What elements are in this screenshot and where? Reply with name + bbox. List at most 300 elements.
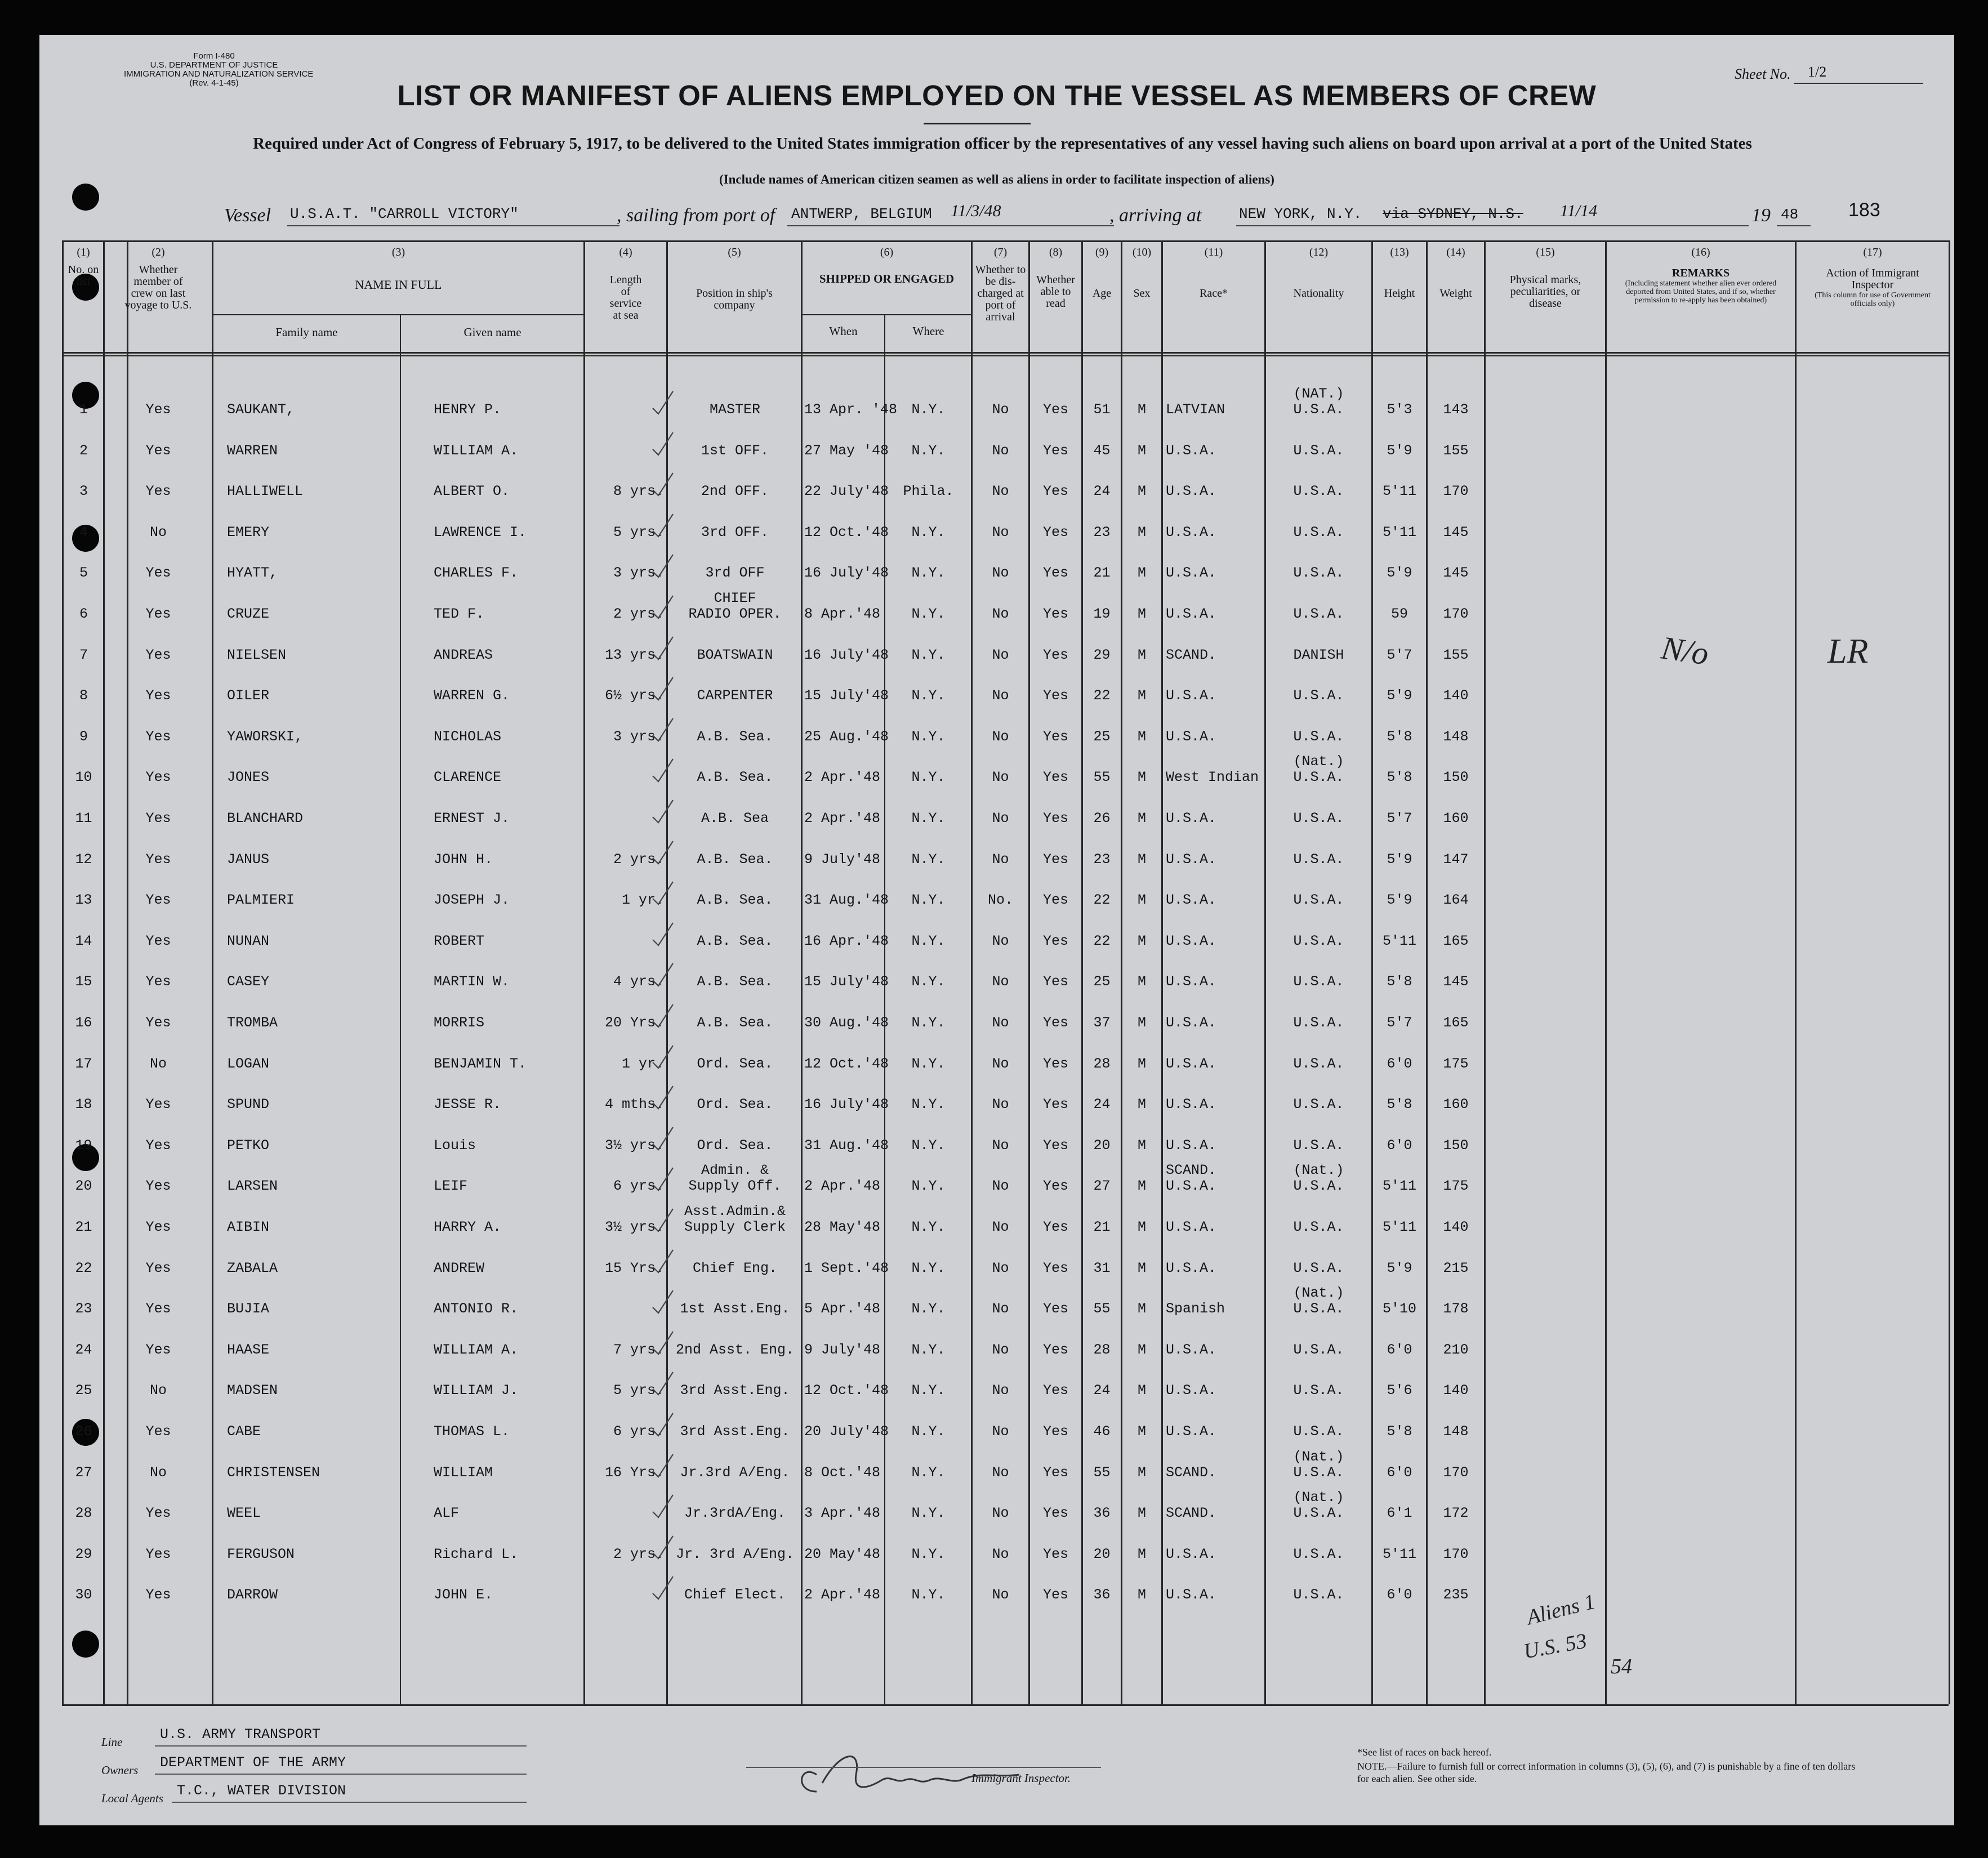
cell-position: A.B. Sea. (697, 769, 773, 785)
cell-sex: M (1137, 1260, 1146, 1276)
table-bottom-border (62, 1704, 1949, 1706)
cell-engaged-where: N.Y. (911, 524, 946, 541)
cell-family-name: FERGUSON (227, 1546, 295, 1562)
col3-num: (3) (391, 246, 405, 258)
col17-header (1797, 247, 1949, 308)
check-mark-icon (650, 1370, 675, 1398)
cell-height: 5'8 (1387, 769, 1412, 785)
cell-family-name: HALLIWELL (227, 483, 304, 499)
check-mark-icon (650, 1411, 675, 1439)
cell-position: MASTER (709, 401, 760, 418)
cell-engaged-when: 2 Apr.'48 (804, 1178, 881, 1194)
cell-family-name: PALMIERI (227, 892, 295, 908)
cell-prior-voyage: No (149, 1056, 167, 1072)
cell-discharged: No (992, 687, 1009, 704)
manifest-sheet (39, 35, 1954, 1825)
cell-sex: M (1137, 1096, 1146, 1113)
cell-engaged-where: N.Y. (911, 769, 946, 785)
cell-row-number: 30 (75, 1587, 92, 1603)
cell-height: 5'11 (1382, 1219, 1416, 1235)
cell-sex: M (1137, 851, 1146, 868)
cell-able-to-read: Yes (1042, 1301, 1068, 1317)
cell-height: 5'10 (1382, 1301, 1416, 1317)
cell-height: 5'9 (1387, 892, 1412, 908)
cell-service-length: 20 Yrs. (604, 1015, 664, 1031)
cell-discharged: No (992, 973, 1009, 990)
cell-sex: M (1137, 892, 1146, 908)
cell-position: Chief Elect. (684, 1587, 786, 1603)
cell-sex: M (1137, 443, 1146, 459)
cell-given-name: CHARLES F. (434, 565, 519, 581)
cell-discharged: No (992, 401, 1009, 418)
col4-num: (4) (619, 246, 632, 258)
cell-engaged-when: 20 July'48 (804, 1423, 889, 1440)
cell-discharged: No (992, 933, 1009, 949)
cell-able-to-read: Yes (1042, 687, 1068, 704)
cell-row-number: 27 (75, 1464, 92, 1481)
cell-weight: 178 (1443, 1301, 1469, 1317)
cell-nationality: U.S.A. (1293, 1464, 1344, 1481)
cell-prior-voyage: Yes (145, 401, 171, 418)
cell-race: U.S.A. (1166, 851, 1217, 868)
check-mark-icon (650, 675, 675, 703)
cell-position: Ord. Sea. (697, 1056, 773, 1072)
cell-row-number: 11 (75, 810, 92, 827)
cell-engaged-where: N.Y. (911, 1178, 946, 1194)
cell-row-number: 17 (75, 1056, 92, 1072)
cell-family-name: PETKO (227, 1137, 270, 1154)
cell-engaged-where: N.Y. (911, 443, 946, 459)
cell-family-name: WEEL (227, 1505, 261, 1521)
cell-row-number: 10 (75, 769, 92, 785)
cell-able-to-read: Yes (1042, 892, 1068, 908)
cell-discharged: No (992, 1587, 1009, 1603)
col-rule (1371, 240, 1373, 1704)
check-mark-icon (650, 757, 675, 785)
cell-height: 5'11 (1382, 933, 1416, 949)
cell-discharged: No (992, 1382, 1009, 1399)
revision: (Rev. 4-1-45) (189, 78, 239, 88)
cell-engaged-when: 22 July'48 (804, 483, 889, 499)
cell-nationality: U.S.A. (1293, 892, 1344, 908)
table-header-bottom (62, 352, 1949, 354)
cell-race: SCAND. (1166, 1505, 1217, 1521)
cell-engaged-where: N.Y. (911, 810, 946, 827)
cell-nationality: U.S.A. (1293, 973, 1344, 990)
col3-given-header: Given name (463, 325, 521, 339)
cell-family-name: CHRISTENSEN (227, 1464, 320, 1481)
check-mark-icon (650, 1043, 675, 1071)
cell-position: Supply Clerk (684, 1219, 786, 1235)
cell-race: U.S.A. (1166, 1423, 1217, 1440)
col-rule (1264, 240, 1266, 1704)
cell-row-number: 22 (75, 1260, 92, 1276)
col14-label: Weight (1439, 287, 1472, 300)
cell-given-name: ROBERT (434, 933, 485, 949)
cell-prior-voyage: Yes (145, 892, 171, 908)
cell-weight: 145 (1443, 565, 1469, 581)
cell-row-number: 19 (75, 1137, 92, 1154)
cell-discharged: No (992, 1423, 1009, 1440)
col-rule (1081, 240, 1083, 1704)
cell-position: 2nd OFF. (701, 483, 769, 499)
col-rule (583, 240, 585, 1704)
cell-family-name: NIELSEN (227, 647, 287, 663)
cell-discharged: No (992, 524, 1009, 541)
arriving-port: NEW YORK, N.Y. (1239, 206, 1362, 222)
cell-engaged-where: N.Y. (911, 647, 946, 663)
col6-header (803, 247, 971, 285)
cell-engaged-where: N.Y. (911, 729, 946, 745)
cell-family-name: JONES (227, 769, 270, 785)
cell-service-length: 5 yrs. (613, 1382, 664, 1399)
cell-position: A.B. Sea. (697, 973, 773, 990)
cell-sex: M (1137, 524, 1146, 541)
cell-age: 22 (1093, 687, 1111, 704)
check-mark-icon (650, 1452, 675, 1480)
line-underline (155, 1745, 527, 1747)
owners-value: DEPARTMENT OF THE ARMY (160, 1754, 346, 1771)
cell-family-name: CASEY (227, 973, 270, 990)
cell-sex: M (1137, 647, 1146, 663)
cell-given-name: NICHOLAS (434, 729, 502, 745)
check-mark-icon (650, 1125, 675, 1153)
check-mark-icon (650, 1329, 675, 1357)
cell-row-number: 13 (75, 892, 92, 908)
subtitle: Required under Act of Congress of February 5, 1917, to be delivered to the United States immigration officer by the representatives of any vessel having such aliens on board upon arrival at a port of the United States (253, 135, 1752, 153)
cell-height: 6'0 (1387, 1342, 1412, 1358)
cell-age: 22 (1093, 892, 1111, 908)
col-rule (1161, 240, 1163, 1704)
cell-engaged-when: 16 Apr.'48 (804, 933, 889, 949)
cell-position: 2nd Asst. Eng. (675, 1342, 795, 1358)
cell-prior-voyage: Yes (145, 1137, 171, 1154)
cell-nationality: U.S.A. (1293, 769, 1344, 785)
cell-family-name: DARROW (227, 1587, 278, 1603)
cell-sex: M (1137, 973, 1146, 990)
cell-weight: 145 (1443, 524, 1469, 541)
count-note-a: U.S. 53 (1522, 1629, 1589, 1664)
cell-engaged-where: N.Y. (911, 687, 946, 704)
col5-header (668, 247, 801, 311)
cell-weight: 155 (1443, 647, 1469, 663)
cell-sex: M (1137, 769, 1146, 785)
cell-engaged-when: 12 Oct.'48 (804, 1382, 889, 1399)
cell-weight: 170 (1443, 1546, 1469, 1562)
table-header-bottom2 (62, 355, 1949, 356)
cell-naturalized-note: (Nat.) (1293, 1489, 1344, 1506)
col17-label: Action of Immigrant Inspector (1826, 267, 1919, 291)
cell-nationality: U.S.A. (1293, 1382, 1344, 1399)
cell-able-to-read: Yes (1042, 769, 1068, 785)
cell-able-to-read: Yes (1042, 524, 1068, 541)
cell-prior-voyage: Yes (145, 443, 171, 459)
cell-given-name: WILLIAM (434, 1464, 493, 1481)
cell-weight: 160 (1443, 1096, 1469, 1113)
cell-given-name: JESSE R. (434, 1096, 502, 1113)
cell-engaged-where: N.Y. (911, 606, 946, 622)
col9-num: (9) (1095, 246, 1109, 258)
cell-race: SCAND. (1166, 647, 1217, 663)
col3-label: NAME IN FULL (355, 278, 442, 292)
cell-weight: 172 (1443, 1505, 1469, 1521)
cell-given-name: LEIF (434, 1178, 468, 1194)
cell-discharged: No (992, 483, 1009, 499)
col16-num: (16) (1691, 246, 1710, 258)
cell-height: 5'9 (1387, 687, 1412, 704)
cell-able-to-read: Yes (1042, 851, 1068, 868)
punch-hole (72, 1631, 99, 1658)
cell-row-number: 3 (79, 483, 88, 499)
cell-family-name: AIBIN (227, 1219, 270, 1235)
cell-race: U.S.A. (1166, 1015, 1217, 1031)
cell-discharged: No (992, 1056, 1009, 1072)
cell-weight: 175 (1443, 1056, 1469, 1072)
arriving-underline (1236, 225, 1749, 226)
cell-prior-voyage: Yes (145, 1219, 171, 1235)
col15-label: Physical marks, peculiarities, or disease (1509, 274, 1581, 310)
check-mark-icon (650, 1288, 675, 1316)
cell-able-to-read: Yes (1042, 647, 1068, 663)
cell-given-name: CLARENCE (434, 769, 502, 785)
cell-family-name: BLANCHARD (227, 810, 304, 827)
cell-engaged-where: N.Y. (911, 1056, 946, 1072)
cell-nationality: U.S.A. (1293, 1137, 1344, 1154)
cell-row-number: 1 (79, 401, 88, 418)
cell-height: 5'11 (1382, 524, 1416, 541)
col8-num: (8) (1049, 246, 1063, 258)
cell-age: 25 (1093, 973, 1111, 990)
cell-engaged-where: N.Y. (911, 973, 946, 990)
cell-age: 20 (1093, 1137, 1111, 1154)
cell-discharged: No (992, 1178, 1009, 1194)
cell-engaged-where: N.Y. (911, 1260, 946, 1276)
cell-race: U.S.A. (1166, 524, 1217, 541)
cell-race-alt: SCAND. (1166, 1162, 1217, 1178)
col7-num: (7) (993, 246, 1008, 258)
check-mark-icon (650, 1574, 675, 1602)
cell-prior-voyage: Yes (145, 565, 171, 581)
check-mark-icon (650, 1084, 675, 1112)
cell-height: 59 (1390, 606, 1408, 622)
cell-sex: M (1137, 565, 1146, 581)
cell-prior-voyage: Yes (145, 483, 171, 499)
cell-engaged-where: N.Y. (911, 1382, 946, 1399)
col6-when-header: When (829, 324, 858, 338)
sailing-date: 11/3/48 (951, 202, 1001, 220)
check-mark-icon (650, 430, 675, 458)
cell-height: 6'1 (1387, 1505, 1412, 1521)
cell-prior-voyage: Yes (145, 1587, 171, 1603)
cell-given-name: WILLIAM A. (434, 443, 519, 459)
col-rule (212, 240, 213, 1704)
cell-discharged: No (992, 1219, 1009, 1235)
cell-height: 5'8 (1387, 973, 1412, 990)
cell-engaged-when: 12 Oct.'48 (804, 1056, 889, 1072)
cell-family-name: YAWORSKI, (227, 729, 304, 745)
cell-position: RADIO OPER. (688, 606, 782, 622)
subtitle-note: (Include names of American citizen seamen as well as aliens in order to facilitate inspection of aliens) (719, 172, 1274, 186)
cell-position: Chief Eng. (692, 1260, 778, 1276)
cell-height: 5'8 (1387, 1423, 1412, 1440)
cell-race: Spanish (1166, 1301, 1225, 1317)
form-number: Form I-480 (193, 51, 235, 61)
cell-position: A.B. Sea. (697, 892, 773, 908)
cell-nationality: U.S.A. (1293, 810, 1344, 827)
cell-age: 28 (1093, 1342, 1111, 1358)
col1-label: No. on list (68, 263, 99, 288)
cell-nationality: U.S.A. (1293, 1219, 1344, 1235)
cell-nationality: U.S.A. (1293, 933, 1344, 949)
vessel-label: Vessel (224, 205, 271, 226)
cell-discharged: No (992, 1342, 1009, 1358)
cell-prior-voyage: Yes (145, 1301, 171, 1317)
cell-race: U.S.A. (1166, 729, 1217, 745)
cell-service-length: 13 yrs. (604, 647, 664, 663)
sub-rule-name (212, 314, 583, 315)
cell-height: 5'3 (1387, 401, 1412, 418)
cell-able-to-read: Yes (1042, 1464, 1068, 1481)
cell-weight: 235 (1443, 1587, 1469, 1603)
col-rule (1949, 240, 1950, 1704)
cell-able-to-read: Yes (1042, 810, 1068, 827)
cell-position: 3rd Asst.Eng. (680, 1423, 790, 1440)
cell-weight: 147 (1443, 851, 1469, 868)
cell-discharged: No (992, 810, 1009, 827)
cell-engaged-when: 15 July'48 (804, 973, 889, 990)
cell-engaged-when: 9 July'48 (804, 851, 881, 868)
cell-given-name: ERNEST J. (434, 810, 510, 827)
cell-sex: M (1137, 1342, 1146, 1358)
inspector-handwritten-mark: LR (1827, 632, 1869, 671)
cell-age: 21 (1093, 565, 1111, 581)
cell-discharged: No (992, 1096, 1009, 1113)
col3-header (213, 247, 583, 291)
cell-row-number: 29 (75, 1546, 92, 1562)
cell-able-to-read: Yes (1042, 1219, 1068, 1235)
cell-nationality: U.S.A. (1293, 1056, 1344, 1072)
col11-num: (11) (1204, 246, 1223, 258)
cell-race: U.S.A. (1166, 1382, 1217, 1399)
cell-height: 5'9 (1387, 851, 1412, 868)
cell-age: 55 (1093, 1301, 1111, 1317)
inspector-caption: Immigrant Inspector. (971, 1771, 1071, 1785)
cell-able-to-read: Yes (1042, 443, 1068, 459)
cell-position: A.B. Sea. (697, 851, 773, 868)
cell-given-name: HENRY P. (434, 401, 502, 418)
cell-family-name: NUNAN (227, 933, 270, 949)
cell-naturalized-note: (Nat.) (1293, 753, 1344, 770)
cell-weight: 164 (1443, 892, 1469, 908)
cell-able-to-read: Yes (1042, 973, 1068, 990)
col13-num: (13) (1390, 246, 1409, 258)
cell-able-to-read: Yes (1042, 1137, 1068, 1154)
cell-row-number: 20 (75, 1178, 92, 1194)
cell-age: 36 (1093, 1587, 1111, 1603)
cell-nationality: U.S.A. (1293, 1096, 1344, 1113)
cell-discharged: No (992, 1260, 1009, 1276)
aliens-count-note: Aliens 1 (1524, 1589, 1598, 1630)
cell-engaged-when: 20 May'48 (804, 1546, 881, 1562)
cell-able-to-read: Yes (1042, 401, 1068, 418)
line-value: U.S. ARMY TRANSPORT (160, 1726, 321, 1743)
col16-header (1607, 247, 1795, 305)
cell-race: U.S.A. (1166, 892, 1217, 908)
cell-position: A.B. Sea. (697, 933, 773, 949)
cell-nationality: U.S.A. (1293, 565, 1344, 581)
cell-given-name: JOSEPH J. (434, 892, 510, 908)
cell-race: U.S.A. (1166, 687, 1217, 704)
cell-row-number: 14 (75, 933, 92, 949)
cell-row-number: 9 (79, 729, 88, 745)
cell-sex: M (1137, 810, 1146, 827)
cell-service-length: 3 yrs. (613, 729, 664, 745)
check-mark-icon (650, 879, 675, 908)
check-mark-icon (650, 1248, 675, 1276)
col8-header (1030, 247, 1081, 310)
cell-engaged-when: 13 Apr. '48 (804, 401, 898, 418)
col1-num: (1) (77, 246, 90, 258)
cell-given-name: ANDREAS (434, 647, 493, 663)
sheet-label: Sheet No. (1735, 66, 1791, 82)
cell-sex: M (1137, 729, 1146, 745)
cell-weight: 148 (1443, 729, 1469, 745)
cell-service-length: 3½ yrs. (604, 1137, 664, 1154)
cell-prior-voyage: Yes (145, 729, 171, 745)
cell-prior-voyage: Yes (145, 1015, 171, 1031)
cell-row-number: 28 (75, 1505, 92, 1521)
col-rule (62, 240, 64, 1704)
cell-position: 3rd OFF. (701, 524, 769, 541)
cell-height: 6'0 (1387, 1056, 1412, 1072)
cell-given-name: LAWRENCE I. (434, 524, 527, 541)
cell-prior-voyage: Yes (145, 1342, 171, 1358)
cell-engaged-when: 30 Aug.'48 (804, 1015, 889, 1031)
cell-naturalized-note: (Nat.) (1293, 1285, 1344, 1301)
cell-weight: 140 (1443, 687, 1469, 704)
cell-race: U.S.A. (1166, 1137, 1217, 1154)
cell-race: U.S.A. (1166, 565, 1217, 581)
cell-sex: M (1137, 1015, 1146, 1031)
cell-family-name: JANUS (227, 851, 270, 868)
cell-sex: M (1137, 1587, 1146, 1603)
signature-underline (746, 1767, 1101, 1768)
cell-race: U.S.A. (1166, 1587, 1217, 1603)
cell-weight: 170 (1443, 606, 1469, 622)
cell-able-to-read: Yes (1042, 1505, 1068, 1521)
cell-weight: 143 (1443, 401, 1469, 418)
col-rule (1426, 240, 1428, 1704)
cell-weight: 170 (1443, 1464, 1469, 1481)
cell-age: 26 (1093, 810, 1111, 827)
cell-prior-voyage: Yes (145, 1260, 171, 1276)
cell-row-number: 5 (79, 565, 88, 581)
cell-weight: 175 (1443, 1178, 1469, 1194)
col3-family-header: Family name (275, 325, 338, 339)
cell-given-name: THOMAS L. (434, 1423, 510, 1440)
cell-engaged-when: 1 Sept.'48 (804, 1260, 889, 1276)
cell-weight: 148 (1443, 1423, 1469, 1440)
col7-label: Whether to be dis-charged at port of arrival (975, 263, 1026, 323)
check-mark-icon (650, 961, 675, 989)
cell-family-name: CRUZE (227, 606, 270, 622)
cell-height: 5'9 (1387, 1260, 1412, 1276)
cell-family-name: SPUND (227, 1096, 270, 1113)
cell-position: Ord. Sea. (697, 1096, 773, 1113)
cell-row-number: 8 (79, 687, 88, 704)
cell-given-name: ANDREW (434, 1260, 485, 1276)
col4-label: Length of service at sea (609, 274, 642, 321)
